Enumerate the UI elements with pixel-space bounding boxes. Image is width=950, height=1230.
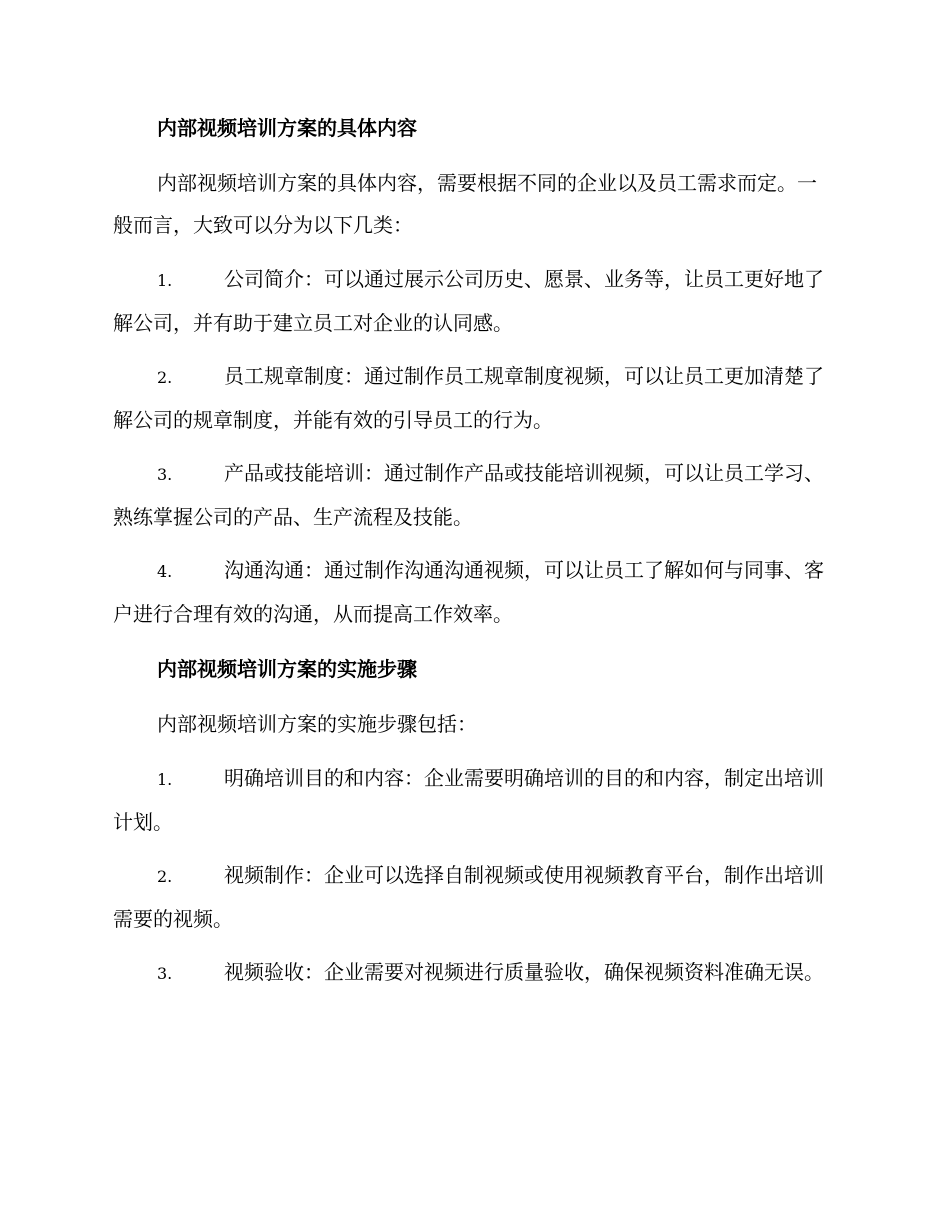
list-item: [113, 951, 833, 995]
list-item-number: 3.: [157, 964, 173, 983]
list-item-number: 4.: [157, 562, 173, 581]
list-item-number: 2.: [157, 867, 173, 886]
section-heading-content: 内部视频培训方案的具体内容: [157, 116, 417, 140]
list-item: [113, 757, 833, 843]
list-item-text: 视频制作：企业可以选择自制视频或使用视频教育平台，制作出培训需要的视频。: [113, 863, 824, 931]
list-item-text: 明确培训目的和内容：企业需要明确培训的目的和内容，制定出培训计划。: [113, 766, 824, 834]
list-item: [113, 355, 833, 441]
section-heading-steps: 内部视频培训方案的实施步骤: [157, 657, 417, 681]
list-item-number: 2.: [157, 368, 173, 387]
list-item-number: 1.: [157, 271, 173, 290]
list-item-text: 公司简介：可以通过展示公司历史、愿景、业务等，让员工更好地了解公司，并有助于建立员工对企业的认同感。: [113, 267, 824, 335]
list-item-text: 视频验收：企业需要对视频进行质量验收，确保视频资料准确无误。: [224, 960, 824, 984]
section-intro-steps: 内部视频培训方案的实施步骤包括：: [157, 712, 477, 736]
list-item: [113, 549, 833, 635]
list-item-number: 3.: [157, 465, 173, 484]
list-item-text: 产品或技能培训：通过制作产品或技能培训视频，可以让员工学习、熟练掌握公司的产品、生产流程及技能。: [113, 461, 824, 529]
list-item-text: 沟通沟通：通过制作沟通沟通视频，可以让员工了解如何与同事、客户进行合理有效的沟通，从而提高工作效率。: [113, 558, 824, 626]
list-item-number: 1.: [157, 770, 173, 789]
list-item-text: 员工规章制度：通过制作员工规章制度视频，可以让员工更加清楚了解公司的规章制度，并能有效的引导员工的行为。: [113, 364, 824, 432]
list-item: [113, 452, 833, 538]
list-item: [113, 854, 833, 940]
list-item: [113, 258, 833, 344]
section-intro-content: 内部视频培训方案的具体内容，需要根据不同的企业以及员工需求而定。一般而言，大致可以分为以下几类：: [113, 171, 817, 237]
